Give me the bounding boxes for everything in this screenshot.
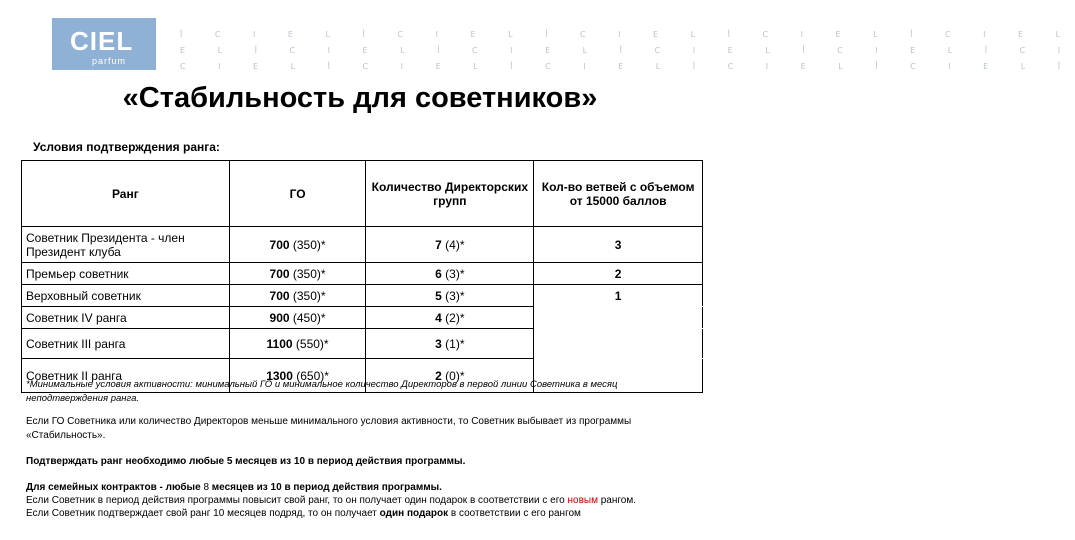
dir-value: 2 [435, 368, 442, 383]
table-row [22, 329, 703, 359]
header-go: ГО [229, 161, 366, 227]
dir-value: 4 [435, 310, 442, 325]
branches-value: 3 [614, 237, 622, 252]
confirmation-rule-text: Подтверждать ранг необходимо любые 5 месяцев из 10 в период действия программы. [26, 456, 466, 467]
activity-footnote: *Минимальные условия активности: минимальный ГО и минимальное количество Директоров в первой линии Советника в месяц неподтверждения ранга. [26, 379, 618, 404]
header-branches: Кол-во ветвей с объемом от 15000 баллов [534, 161, 703, 227]
family-contract-text [26, 481, 696, 520]
dir-cell [366, 227, 534, 263]
section-subtitle: Условия подтверждения ранга: [33, 140, 220, 154]
rank-up-b: рангом. [597, 495, 637, 506]
table-header-row [22, 161, 703, 227]
go-value: 700 [269, 288, 290, 303]
header-rank: Ранг [22, 161, 230, 227]
ten-months-line [26, 507, 696, 520]
header-pattern-row-1: ꟾ C I E L ꟾ C I E L ꟾ C I E L ꟾ C I E L ꟾ C I E L [180, 30, 1075, 39]
header-pattern-row-2: E L ꟾ C I E L ꟾ C I E L ꟾ C I E L ꟾ C I E L ꟾ C I [180, 46, 1075, 55]
rank-cell: Верховный советник [22, 285, 230, 307]
rank-cell: Советник II ранга [22, 359, 230, 393]
family-contract-c: 10 в период действия программы. [270, 482, 442, 493]
header-band [0, 0, 1075, 80]
table-row [22, 227, 703, 263]
dir-value: 7 [435, 237, 442, 252]
branches-cell [534, 329, 703, 359]
go-value: 900 [269, 310, 290, 325]
dir-value: 5 [435, 288, 442, 303]
page-title: «Стабильность для советников» [122, 82, 598, 114]
rank-cell: Советник Президента - член Президент клуба [22, 227, 230, 263]
dir-min: (3)* [441, 288, 465, 303]
family-contract-num: 8 [203, 482, 209, 493]
go-value: 1100 [266, 336, 293, 351]
go-min: (550)* [292, 336, 329, 351]
go-value: 1300 [266, 368, 293, 383]
dir-value: 3 [435, 336, 442, 351]
go-min: (650)* [292, 368, 329, 383]
dir-min: (0)* [441, 368, 465, 383]
dir-cell [366, 285, 534, 307]
dir-value: 6 [435, 266, 442, 281]
go-cell [229, 227, 366, 263]
table-row [22, 307, 703, 329]
branches-cell [534, 227, 703, 263]
table-row [22, 263, 703, 285]
dir-min: (3)* [441, 266, 465, 281]
go-cell [229, 263, 366, 285]
ten-months-b: в соответствии с его рангом [448, 508, 581, 519]
dir-min: (1)* [441, 336, 465, 351]
table-row [22, 285, 703, 307]
rank-cell: Советник IV ранга [22, 307, 230, 329]
go-min: (450)* [289, 310, 326, 325]
dir-min: (2)* [441, 310, 465, 325]
go-value: 700 [269, 237, 290, 252]
go-cell [229, 307, 366, 329]
go-value: 700 [269, 266, 290, 281]
rank-up-highlight: новым [567, 495, 598, 506]
rank-cell: Советник III ранга [22, 329, 230, 359]
dir-min: (4)* [441, 237, 465, 252]
header-director-groups: Количество Директорских групп [366, 161, 534, 227]
dir-cell [366, 263, 534, 285]
ciel-logo [52, 18, 156, 70]
branches-cell [534, 285, 703, 307]
logo-wordmark: CIEL [70, 26, 134, 56]
ten-months-bold: один подарок [379, 508, 449, 519]
go-min: (350)* [289, 288, 326, 303]
ten-months-a: Если Советник подтверждает свой ранг 10 месяцев подряд, то он получает [26, 508, 380, 519]
rank-up-line [26, 494, 696, 507]
go-cell [229, 329, 366, 359]
dir-cell [366, 307, 534, 329]
go-min: (350)* [289, 266, 326, 281]
logo-subtext: parfum [92, 56, 127, 66]
branches-value: 1 [614, 288, 622, 303]
branches-cell [534, 307, 703, 329]
family-contract-b: месяцев из [209, 482, 271, 493]
rank-table [21, 160, 703, 393]
header-pattern-row-3: C I E L ꟾ C I E L ꟾ C I E L ꟾ C I E L ꟾ C I E L ꟾ [180, 62, 1075, 71]
family-contract-line [26, 481, 696, 494]
branches-cell [534, 263, 703, 285]
family-contract-a: Для семейных контрактов - любые [26, 482, 204, 493]
rank-up-a: Если Советник в период действия программы повысит свой ранг, то он получает один подарок в соответствии с его [26, 495, 568, 506]
branches-value: 2 [614, 266, 622, 281]
go-min: (350)* [289, 237, 326, 252]
rank-cell: Премьер советник [22, 263, 230, 285]
go-cell [229, 285, 366, 307]
dir-cell [366, 329, 534, 359]
exit-condition-text: Если ГО Советника или количество Директоров меньше минимального условия активности, то Советник выбывает из программы «Стабильность». [26, 416, 632, 441]
